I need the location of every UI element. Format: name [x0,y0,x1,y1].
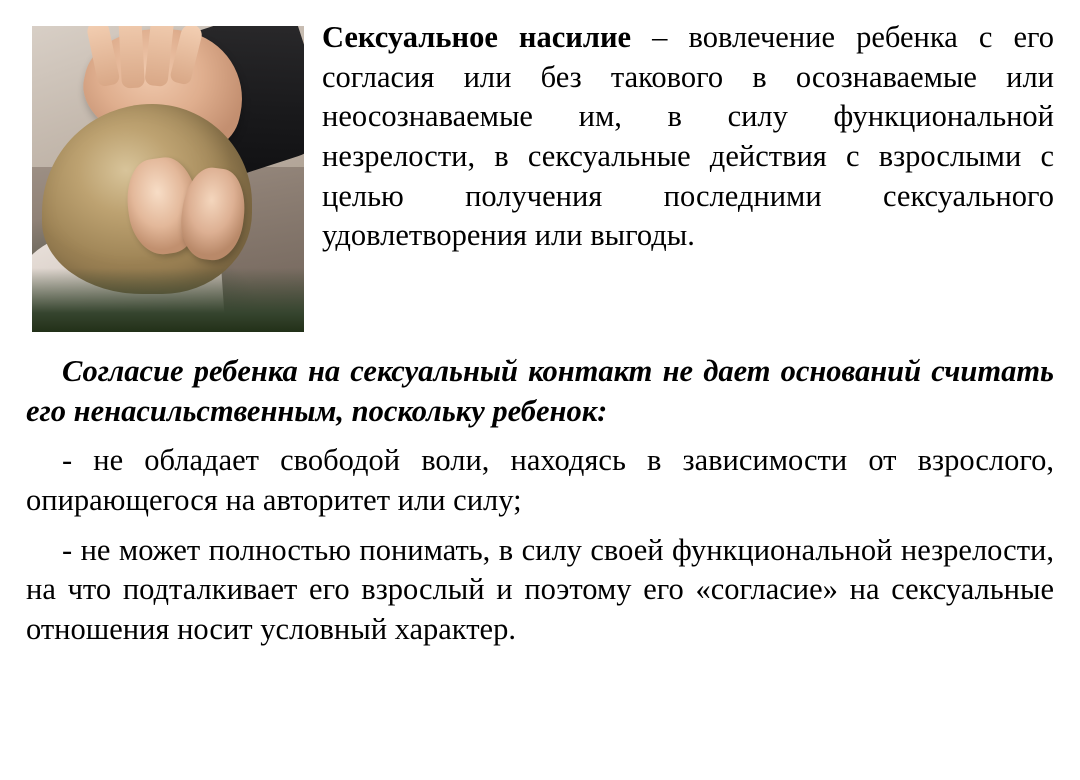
definition-text: вовлечение ребенка с его согласия или без такового в осознаваемые или неосознаваемые им, в силу функциональной незрелости, в сексуальные действия с взрослыми с целью получения последними сексуального удовлетворения или выгоды. [322,20,1054,253]
child-abuse-photo [32,26,304,332]
definition-dash: – [631,20,689,54]
photo-foreground-shadow [32,268,304,332]
definition-term: Сексуальное насилие [322,20,632,54]
emphasis-paragraph: Согласие ребенка на сексуальный контакт не дает оснований считать его ненасильственным, поскольку ребенок: [26,354,1054,428]
bullet-item-2: - не может полностью понимать, в силу своей функциональной незрелости, на что подталкивает его взрослый и поэтому его «согласие» на сексуальные отношения носит условный характер. [26,532,1054,646]
definition-block [26,14,1054,332]
adult-finger [118,26,145,89]
bullet-item-1: - не обладает свободой воли, находясь в зависимости от взрослого, опирающегося на авторитет или силу; [26,443,1054,517]
